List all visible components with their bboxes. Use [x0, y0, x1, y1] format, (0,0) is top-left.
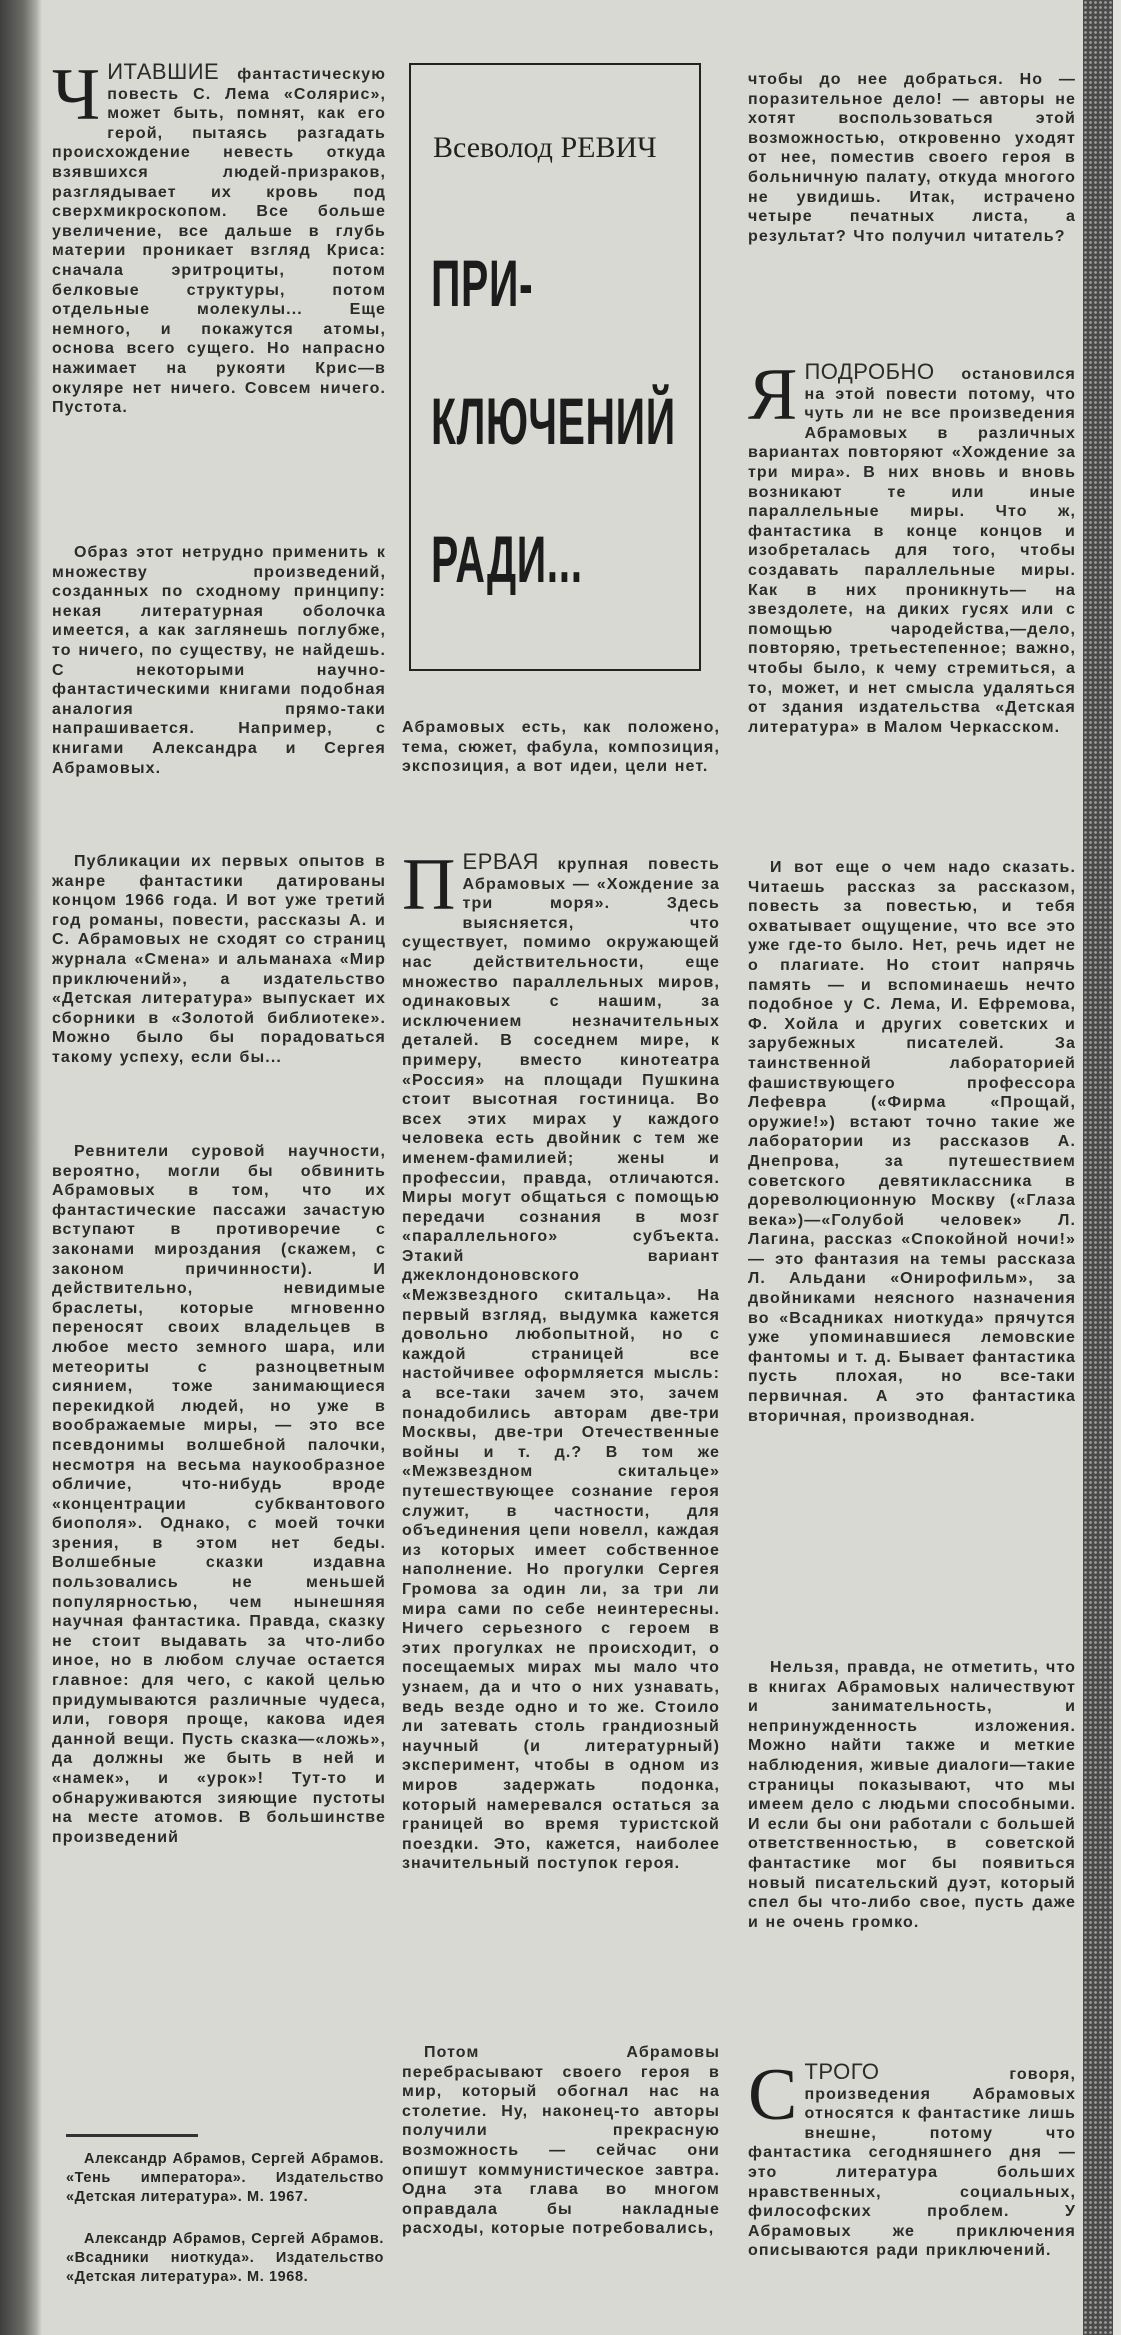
headline-box: [409, 63, 701, 671]
article-paragraph: Публикации их первых опытов в жанре фантастики датированы концом 1966 года. И вот уже третий год романы, повести, рассказы А. и С. Абрамовых не сходят со страниц журнала «Смена» и альманаха «Мир приключений», а издательство «Детская литература» выпускает их сборники в «Золотой библиотеке». Можно было бы порадоваться такому успеху, если бы...: [52, 853, 386, 1066]
article-paragraph: [748, 354, 1076, 737]
lead-word: ПОДРОБНО: [804, 359, 935, 384]
article-paragraph: Потом Абрамовы перебрасывают своего героя в мир, который обогнал нас на столетие. Ну, наконец-то авторы получили прекрасную возможность — сейчас они опишут коммунистическое завтра. Одна эта глава во многом оправдала бы накладные расходы, которые потребовались,: [402, 2044, 720, 2238]
headline-line: ПРИ-: [431, 246, 534, 320]
article-paragraph: Ревнители суровой научности, вероятно, могли бы обвинить Абрамовых в том, что их фантастические пассажи зачастую вступают в противоречие с законами мироздания (скажем, с законом причинности). И действительно, невидимые браслеты, которые мгновенно переносят своих владельцев в любое место земного шара, или метеориты с разноцветным сиянием, тоже занимающиеся перекидкой людей, но уже в воображаемые миры, — это все псевдонимы волшебной палочки, несмотря на весьма наукообразное обличие, что-нибудь вроде «концентрации субквантового биополя». Однако, с моей точки зрения, в этом нет беды. Волшебные сказки издавна пользовались не меньшей популярностью, чем нынешняя научная фантастика. Правда, сказку не стоит выдавать за что-либо иное, но в любом случае остается главное: для чего, с какой целью придумываются различные чудеса, или, говоря проще, какова идея данной вещи. Пусть сказка—«ложь», да должны же быть в ней и «намек», и «урок»! Тут-то и обнаруживаются зияющие пустоты на месте атомов. В большинстве произведений: [52, 1143, 386, 1846]
footnote: Александр Абрамов, Сергей Абрамов. «Тень императора». Издательство «Детская литература». М. 1967.: [66, 2151, 384, 2205]
page-edge: [1113, 0, 1121, 2335]
article-paragraph: [52, 54, 386, 418]
article-paragraph: чтобы до нее добраться. Но — поразительное дело! — авторы не хотят воспользоваться этой возможностью, откровенно уходят от нее, поместив своего героя в больничную палату, откуда многого не увидишь. Итак, истрачено четыре печатных листа, а результат? Что получил читатель?: [748, 71, 1076, 245]
article-paragraph: [748, 2054, 1076, 2261]
article-paragraph: Абрамовых есть, как положено, тема, сюжет, фабула, композиция, экспозиция, а вот идеи, цели нет.: [402, 719, 720, 776]
footnote-divider: [66, 2134, 198, 2137]
lead-word: ТРОГО: [804, 2059, 880, 2084]
footnote: Александр Абрамов, Сергей Абрамов. «Всадники ниоткуда». Издательство «Детская литература». М. 1968.: [66, 2231, 384, 2285]
article-paragraph: [402, 844, 720, 1874]
paragraph-text: говоря, произведения Абрамовых относятся к фантастике лишь внешне, потому что фантастика сегодняшнего дня — это литература больших нравственных, социальных, философских проблем. У Абрамовых же приключения описываются ради приключений.: [748, 2066, 1076, 2260]
author-byline: Всеволод РЕВИЧ: [433, 131, 657, 164]
drop-cap: Я: [748, 354, 799, 436]
drop-cap: Ч: [52, 54, 102, 136]
decorative-border: [1083, 0, 1113, 2335]
page-binding-shadow: [0, 0, 42, 2335]
headline-line: КЛЮЧЕНИЙ: [431, 384, 676, 458]
lead-word: ЕРВАЯ: [462, 849, 539, 874]
headline-line: РАДИ...: [431, 522, 583, 596]
lead-word: ИТАВШИЕ: [107, 59, 220, 84]
article-paragraph: Образ этот нетрудно применить к множеству произведений, созданных по сходному принципу: некая литературная оболочка имеется, а как заглянешь поглубже, то ничего, по существу, не найдешь. С некоторыми научно-фантастическими книгами подобная аналогия прямо-таки напрашивается. Например, с книгами Александра и Сергея Абрамовых.: [52, 544, 386, 777]
paragraph-text: остановился на этой повести потому, что чуть ли не все произведения Абрамовых в различных вариантах повторяют «Хождение за три мира». В них вновь и вновь возникают те или иные параллельные миры. Что ж, фантастика в конце концов и изобреталась для того, чтобы создавать параллельные миры. Как в них проникнуть— на звездолете, на диких гусях или с помощью чародейства,—дело, повторяю, третьестепенное; важно, чтобы было, к чему стремиться, а то, может, и нет смысла удаляться от здания издательства «Детская литература» в Малом Черкасском.: [748, 366, 1076, 736]
article-paragraph: И вот еще о чем надо сказать. Читаешь рассказ за рассказом, повесть за повестью, и тебя охватывает ощущение, что все это уже где-то было. Нет, речь идет не о плагиате. Но стоит напрячь память — и вспоминаешь нечто подобное у С. Лема, И. Ефремова, Ф. Хойла и других советских и зарубежных писателей. За таинственной лабораторией фашиствующего профессора Лефевра («Фирма «Прощай, оружие!») встают точно такие же лаборатории из рассказов А. Днепрова, за путешествием советского девятиклассника в дореволюционную Москву («Глаза века»)—«Голубой человек» Л. Лагина, рассказ «Спокойной ночи!» — это фантазия на темы рассказа Л. Альдани «Онирофильм», за двойниками неясного назначения во «Всадниках ниоткуда» прячутся уже упоминавшиеся лемовские фантомы и т. д. Бывает фантастика пусть плохая, но все-таки первичная. А это фантастика вторичная, производная.: [748, 859, 1076, 1425]
paragraph-text: фантастическую повесть С. Лема «Солярис», может быть, помнят, как его герой, пытаясь разгадать происхождение невесть откуда взявшихся людей-призраков, разглядывает их кровь под сверхмикроскопом. Все больше увеличение, все дальше в глубь материи проникает взгляд Криса: сначала эритроциты, потом белковые структуры, потом отдельные молекулы... Еще немного, и покажутся атомы, основа всего сущего. Но напрасно нажимает на рукояти Крис—в окуляре нет ничего. Совсем ничего. Пустота.: [52, 66, 386, 417]
paragraph-text: крупная повесть Абрамовых — «Хождение за три моря». Здесь выясняется, что существует, помимо окружающей нас действительности, еще множество параллельных миров, одинаковых с нашим, за исключением незначительных деталей. В соседнем мире, к примеру, вместо кинотеатра «Россия» на площади Пушкина стоит высотная гостиница. Во всех этих мирах у каждого человека есть двойник с тем же именем-фамилией; жены и профессии, правда, отличаются. Миры могут общаться с помощью передачи сознания в мозг «параллельного» субъекта. Этакий вариант джеклондоновского «Межзвездного скитальца». На первый взгляд, выдумка кажется довольно любопытной, но с каждой страницей все настойчивее оформляется мысль: а все-таки зачем это, зачем понадобились авторам две-три Москвы, две-три Отечественные войны и т. д.? В том же «Межзвездном скитальце» путешествующее сознание героя служит, в частности, для объединения цепи новелл, каждая из которых имеет собственное наполнение. Но прогулки Сергея Громова за один ли, за три ли мира сами по себе неинтересны. Ничего серьезного с героем в этих прогулках не происходит, о посещаемых мирах мы мало что узнаем, да и что о них узнавать, ведь везде одно и то же. Стоило ли затевать столь грандиозный научный (и литературный) эксперимент, чтобы в одном из миров задержать подонка, который намеревался остаться за границей во время туристской поездки. Это, кажется, наиболее значительный поступок героя.: [402, 856, 720, 1873]
drop-cap: С: [748, 2054, 799, 2136]
article-paragraph: Нельзя, правда, не отметить, что в книгах Абрамовых наличествуют и занимательность, и непринужденность изложения. Можно найти также и меткие наблюдения, живые диалоги—такие страницы показывают, что мы имеем дело с людьми способными. И если бы они работали с большей ответственностью, в советской фантастике мог бы появиться новый писательский дуэт, который спел бы что-либо свое, пусть даже и не очень громко.: [748, 1659, 1076, 1931]
drop-cap: П: [402, 844, 457, 926]
